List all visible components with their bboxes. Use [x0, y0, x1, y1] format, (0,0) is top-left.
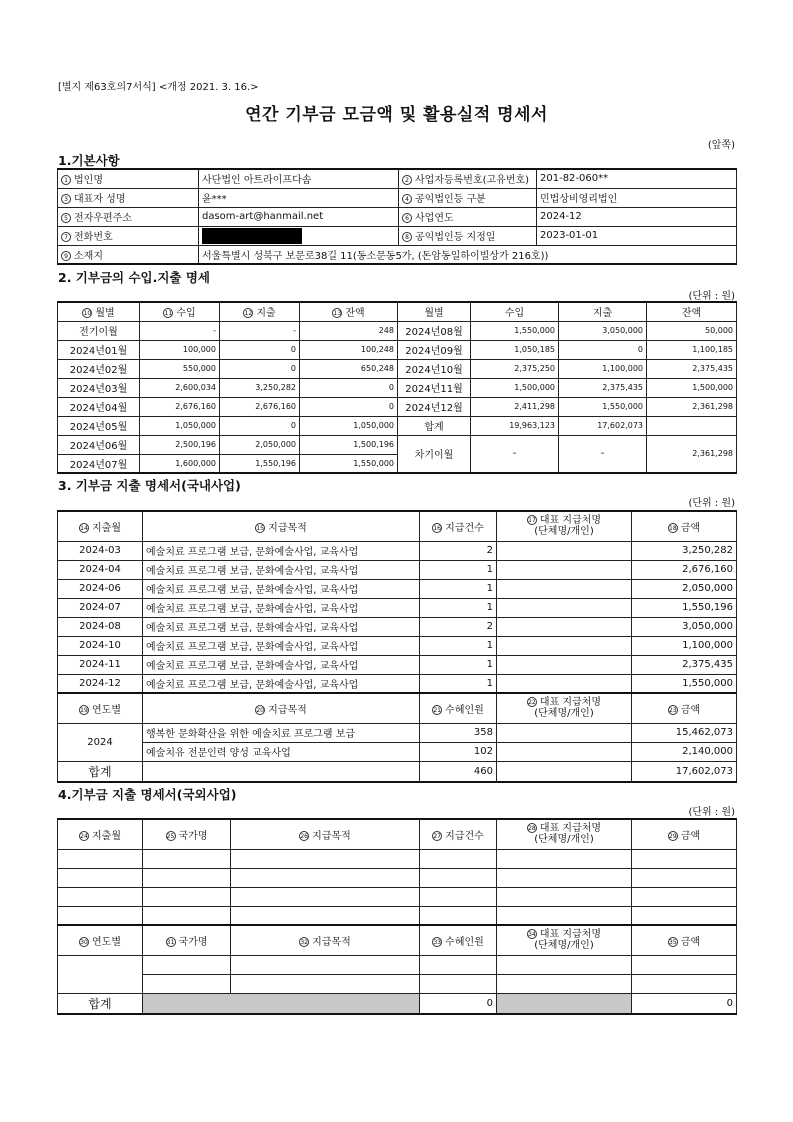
- hdr-expense-2: 지출: [559, 302, 647, 321]
- year-label: 사업연도: [415, 213, 454, 224]
- income-expense-table: [57, 301, 737, 474]
- circled-15-icon: 15: [256, 524, 264, 532]
- payee-cell: [497, 617, 632, 636]
- month-cell: 2024년12월: [398, 397, 471, 416]
- month-cell: 2024년02월: [58, 359, 140, 378]
- purpose-cell: 예술치료 프로그램 보급, 문화예술사업, 교육사업: [143, 579, 420, 598]
- payee-cell: [497, 674, 632, 693]
- income-cell: 1,050,000: [140, 416, 220, 435]
- circled-29-icon: 29: [669, 832, 677, 840]
- expense-cell: 2,375,435: [559, 378, 647, 397]
- email-label: 전자우편주소: [74, 213, 132, 224]
- circled-34-icon: 34: [528, 931, 536, 939]
- table-row: [58, 321, 737, 340]
- y-hdr-purpose: 지급목적: [268, 704, 307, 716]
- circled-4-icon: 4: [402, 194, 412, 204]
- carry-balance: 2,361,298: [647, 435, 737, 473]
- count-cell: 1: [420, 655, 497, 674]
- month-cell: 2024-03: [58, 541, 143, 560]
- d-hdr-purpose: 지급목적: [268, 522, 307, 534]
- month-cell: 2024년10월: [398, 359, 471, 378]
- payee-cell: [497, 560, 632, 579]
- month-cell: 2024년06월: [58, 435, 140, 454]
- circled-27-icon: 27: [433, 832, 441, 840]
- balance-cell: [647, 416, 737, 435]
- income-cell: 1,550,000: [471, 321, 559, 340]
- month-cell: 2024-12: [58, 674, 143, 693]
- o-hdr-month: 지출월: [92, 830, 121, 842]
- circled-25-icon: 25: [166, 832, 175, 840]
- corp-name-value: 사단법인 아트라이프다솜: [199, 169, 399, 188]
- table-row: [58, 655, 737, 674]
- section4-title: 4.기부금 지출 명세서(국외사업): [58, 787, 237, 802]
- table-row: [58, 359, 737, 378]
- y-hdr-year: 연도별: [92, 704, 121, 716]
- balance-cell: 1,500,196: [300, 435, 398, 454]
- income-cell: 2,600,034: [140, 378, 220, 397]
- domestic-body: [58, 541, 737, 693]
- circled-22-icon: 22: [528, 699, 536, 707]
- o-hdr-purpose: 지급목적: [312, 830, 351, 842]
- d-hdr-count: 지급건수: [445, 522, 484, 534]
- month-cell: 2024-08: [58, 617, 143, 636]
- amount-cell: 3,050,000: [632, 617, 737, 636]
- count-cell: 2: [420, 541, 497, 560]
- y-hdr-payee: 대표 지급처명: [539, 697, 602, 709]
- circled-28-icon: 28: [528, 825, 536, 833]
- yrow-amount: 15,462,073: [632, 723, 737, 742]
- circled-5-icon: 5: [61, 213, 71, 223]
- section1-title: 1.기본사항: [58, 153, 120, 168]
- d-hdr-payee-sub: (단체명/개인): [534, 526, 594, 538]
- month-cell: 2024년03월: [58, 378, 140, 397]
- purpose-cell: 예술치료 프로그램 보급, 문화예술사업, 교육사업: [143, 655, 420, 674]
- empty-cell: [58, 868, 143, 887]
- o-hdr-payee-sub: (단체명/개인): [534, 834, 594, 846]
- amount-cell: 1,550,196: [632, 598, 737, 617]
- corp-name-label: 법인명: [74, 175, 103, 187]
- rep-value: 윤***: [199, 188, 399, 207]
- circled-17-icon: 17: [528, 517, 536, 525]
- oy-hdr-amount: 금액: [680, 936, 701, 948]
- grey-cell: [143, 993, 420, 1014]
- expense-cell: 3,250,282: [220, 378, 300, 397]
- oy-hdr-year: 연도별: [92, 936, 121, 948]
- expense-cell: 1,550,196: [220, 454, 300, 473]
- hdr-expense: 지출: [256, 308, 276, 320]
- domestic-total-amount: 17,602,073: [632, 761, 737, 782]
- table-row: [58, 435, 737, 454]
- month-cell: 2024년05월: [58, 416, 140, 435]
- month-cell: 2024년01월: [58, 340, 140, 359]
- desig-value: 2023-01-01: [537, 226, 737, 245]
- table-row: [58, 674, 737, 693]
- y-hdr-amount: 금액: [680, 704, 701, 716]
- o-hdr-count: 지급건수: [445, 830, 484, 842]
- rep-label: 대표자 성명: [74, 194, 126, 205]
- month-cell: 2024-11: [58, 655, 143, 674]
- d-hdr-amount: 금액: [680, 522, 701, 534]
- redacted-phone: [202, 228, 302, 244]
- income-cell: 2,676,160: [140, 397, 220, 416]
- income-cell: 2,375,250: [471, 359, 559, 378]
- month-cell: 2024-07: [58, 598, 143, 617]
- hdr-income-2: 수입: [471, 302, 559, 321]
- count-cell: 1: [420, 674, 497, 693]
- overseas-total-label: 합계: [58, 993, 143, 1014]
- ptype-label: 공익법인등 구분: [415, 194, 486, 205]
- month-cell: 2024년11월: [398, 378, 471, 397]
- balance-cell: 100,248: [300, 340, 398, 359]
- empty-year-cell: [58, 955, 143, 993]
- income-cell: 1,050,185: [471, 340, 559, 359]
- circled-35-icon: 35: [669, 938, 677, 946]
- basic-info-table: [57, 168, 737, 265]
- yrow-payee: [497, 742, 632, 761]
- balance-cell: 2,375,435: [647, 359, 737, 378]
- purpose-cell: 예술치료 프로그램 보급, 문화예술사업, 교육사업: [143, 674, 420, 693]
- income-cell: 1,500,000: [471, 378, 559, 397]
- y-hdr-payee-sub: (단체명/개인): [534, 708, 594, 720]
- expense-cell: 2,676,160: [220, 397, 300, 416]
- carry-income: -: [471, 435, 559, 473]
- income-cell: 550,000: [140, 359, 220, 378]
- domestic-total-label: 합계: [58, 761, 143, 782]
- expense-cell: 0: [220, 359, 300, 378]
- amount-cell: 2,050,000: [632, 579, 737, 598]
- unit-label-4: (단위 : 원): [688, 807, 735, 818]
- amount-cell: 2,375,435: [632, 655, 737, 674]
- empty-cell: [58, 849, 143, 868]
- count-cell: 1: [420, 579, 497, 598]
- overseas-total-amount: 0: [632, 993, 737, 1014]
- balance-cell: 50,000: [647, 321, 737, 340]
- payee-cell: [497, 655, 632, 674]
- circled-14-icon: 14: [80, 524, 88, 532]
- circled-16-icon: 16: [433, 524, 441, 532]
- income-cell: -: [140, 321, 220, 340]
- yrow-amount: 2,140,000: [632, 742, 737, 761]
- table-row: [58, 378, 737, 397]
- purpose-cell: 예술치료 프로그램 보급, 문화예술사업, 교육사업: [143, 598, 420, 617]
- circled-12-icon: 12: [244, 310, 253, 318]
- table-row: [58, 416, 737, 435]
- yrow-payee: [497, 723, 632, 742]
- circled-8-icon: 8: [402, 232, 412, 242]
- year-value: 2024-12: [537, 207, 737, 226]
- circled-26-icon: 26: [300, 832, 308, 840]
- circled-7-icon: 7: [61, 232, 71, 242]
- oy-hdr-people: 수혜인원: [445, 936, 484, 948]
- circled-23-icon: 23: [669, 706, 677, 714]
- income-cell: 1,600,000: [140, 454, 220, 473]
- circled-24-icon: 24: [80, 832, 88, 840]
- purpose-cell: 예술치료 프로그램 보급, 문화예술사업, 교육사업: [143, 560, 420, 579]
- bizno-label: 사업자등록번호(고유번호): [415, 175, 530, 187]
- purpose-cell: 예술치료 프로그램 보급, 문화예술사업, 교육사업: [143, 617, 420, 636]
- phone-label: 전화번호: [74, 232, 113, 243]
- yrow-purpose: 행복한 문화확산을 위한 예술치료 프로그램 보급: [143, 723, 420, 742]
- balance-cell: 1,050,000: [300, 416, 398, 435]
- amount-cell: 1,550,000: [632, 674, 737, 693]
- circled-30-icon: 30: [80, 938, 88, 946]
- expense-cell: 1,550,000: [559, 397, 647, 416]
- addr-label: 소재지: [74, 250, 103, 262]
- yrow-people: 358: [420, 723, 497, 742]
- income-cell: 19,963,123: [471, 416, 559, 435]
- circled-18-icon: 18: [669, 524, 677, 532]
- expense-cell: -: [220, 321, 300, 340]
- overseas-total-count: 0: [420, 993, 497, 1014]
- section3-title: 3. 기부금 지출 명세서(국내사업): [58, 478, 241, 493]
- month-cell: 2024년07월: [58, 454, 140, 473]
- oy-hdr-payee-sub: (단체명/개인): [534, 940, 594, 952]
- email-value: dasom-art@hanmail.net: [199, 207, 399, 226]
- table-row: [58, 579, 737, 598]
- expense-cell: 0: [220, 340, 300, 359]
- desig-label: 공익법인등 지정일: [415, 232, 496, 243]
- month-cell: 2024년08월: [398, 321, 471, 340]
- balance-cell: 0: [300, 378, 398, 397]
- d-hdr-payee: 대표 지급처명: [539, 515, 602, 527]
- circled-13-icon: 13: [333, 310, 342, 318]
- year-cell: 2024: [58, 723, 143, 761]
- empty-cell: [58, 906, 143, 925]
- income-cell: 2,411,298: [471, 397, 559, 416]
- table-row: [58, 560, 737, 579]
- count-cell: 1: [420, 636, 497, 655]
- grey-cell: [497, 993, 632, 1014]
- balance-cell: 1,500,000: [647, 378, 737, 397]
- payee-cell: [497, 636, 632, 655]
- circled-3-icon: 3: [61, 194, 71, 204]
- amount-cell: 2,676,160: [632, 560, 737, 579]
- balance-cell: 650,248: [300, 359, 398, 378]
- month-cell: 2024년09월: [398, 340, 471, 359]
- expense-cell: 0: [559, 340, 647, 359]
- circled-10-icon: 10: [83, 310, 92, 318]
- o-hdr-country: 국가명: [178, 830, 208, 842]
- section2-title: 2. 기부금의 수입.지출 명세: [58, 270, 211, 285]
- o-hdr-payee: 대표 지급처명: [539, 823, 602, 835]
- circled-11-icon: 11: [164, 310, 173, 318]
- month-cell: 2024년04월: [58, 397, 140, 416]
- balance-cell: 248: [300, 321, 398, 340]
- form-reference: [별지 제63호의7서식] <개정 2021. 3. 16.>: [58, 82, 259, 93]
- month-cell: 2024-06: [58, 579, 143, 598]
- addr-value: 서울특별시 성북구 보문로38길 11(동소문동5가, (돈암동일하이빌상가 216호)): [199, 245, 737, 264]
- payee-cell: [497, 541, 632, 560]
- document-title: 연간 기부금 모금액 및 활용실적 명세서: [245, 105, 548, 125]
- table-row: [58, 617, 737, 636]
- purpose-cell: 예술치료 프로그램 보급, 문화예술사업, 교육사업: [143, 541, 420, 560]
- overseas-table: [57, 818, 737, 1015]
- amount-cell: 1,100,000: [632, 636, 737, 655]
- front-mark: (앞쪽): [707, 140, 735, 151]
- table-row: [58, 397, 737, 416]
- table-row: [58, 636, 737, 655]
- carry-expense: -: [559, 435, 647, 473]
- income-expense-body: [58, 321, 737, 473]
- yrow-purpose: 예술치유 전문인력 양성 교육사업: [143, 742, 420, 761]
- carry-label: 차기이월: [398, 435, 471, 473]
- ptype-value: 민법상비영리법인: [537, 188, 737, 207]
- domestic-table: [57, 510, 737, 783]
- circled-20-icon: 20: [256, 706, 264, 714]
- table-row: [58, 598, 737, 617]
- expense-cell: 1,100,000: [559, 359, 647, 378]
- balance-cell: 2,361,298: [647, 397, 737, 416]
- balance-cell: 1,100,185: [647, 340, 737, 359]
- month-cell: 2024-10: [58, 636, 143, 655]
- table-row: [58, 541, 737, 560]
- domestic-total-count: 460: [420, 761, 497, 782]
- count-cell: 1: [420, 560, 497, 579]
- expense-cell: 0: [220, 416, 300, 435]
- bizno-value: 201-82-060**: [537, 169, 737, 188]
- d-hdr-month: 지출월: [92, 522, 121, 534]
- o-hdr-amount: 금액: [680, 830, 701, 842]
- hdr-month: 월별: [95, 308, 115, 320]
- hdr-balance: 잔액: [345, 308, 365, 320]
- oy-hdr-payee: 대표 지급처명: [539, 929, 602, 941]
- payee-cell: [497, 598, 632, 617]
- amount-cell: 3,250,282: [632, 541, 737, 560]
- oy-hdr-country: 국가명: [178, 936, 208, 948]
- purpose-cell: 예술치료 프로그램 보급, 문화예술사업, 교육사업: [143, 636, 420, 655]
- circled-19-icon: 19: [80, 706, 88, 714]
- unit-label-3: (단위 : 원): [688, 498, 735, 509]
- balance-cell: 0: [300, 397, 398, 416]
- count-cell: 2: [420, 617, 497, 636]
- expense-cell: 17,602,073: [559, 416, 647, 435]
- circled-1-icon: 1: [61, 175, 71, 185]
- circled-6-icon: 6: [402, 213, 412, 223]
- circled-33-icon: 33: [433, 938, 441, 946]
- oy-hdr-purpose: 지급목적: [312, 936, 351, 948]
- circled-32-icon: 32: [300, 938, 308, 946]
- hdr-balance-2: 잔액: [647, 302, 737, 321]
- table-row: [58, 340, 737, 359]
- payee-cell: [497, 579, 632, 598]
- yrow-people: 102: [420, 742, 497, 761]
- expense-cell: 2,050,000: [220, 435, 300, 454]
- month-cell: 2024-04: [58, 560, 143, 579]
- month-cell: 전기이월: [58, 321, 140, 340]
- circled-9-icon: 9: [61, 251, 71, 261]
- balance-cell: 1,550,000: [300, 454, 398, 473]
- y-hdr-people: 수혜인원: [445, 704, 484, 716]
- circled-21-icon: 21: [433, 706, 441, 714]
- expense-cell: 3,050,000: [559, 321, 647, 340]
- empty-cell: [58, 887, 143, 906]
- circled-2-icon: 2: [402, 175, 412, 185]
- income-cell: 2,500,196: [140, 435, 220, 454]
- hdr-month-2: 월별: [398, 302, 471, 321]
- circled-31-icon: 31: [166, 938, 175, 946]
- income-cell: 100,000: [140, 340, 220, 359]
- hdr-income: 수입: [176, 308, 196, 320]
- count-cell: 1: [420, 598, 497, 617]
- month-cell: 합계: [398, 416, 471, 435]
- unit-label-2: (단위 : 원): [688, 291, 735, 302]
